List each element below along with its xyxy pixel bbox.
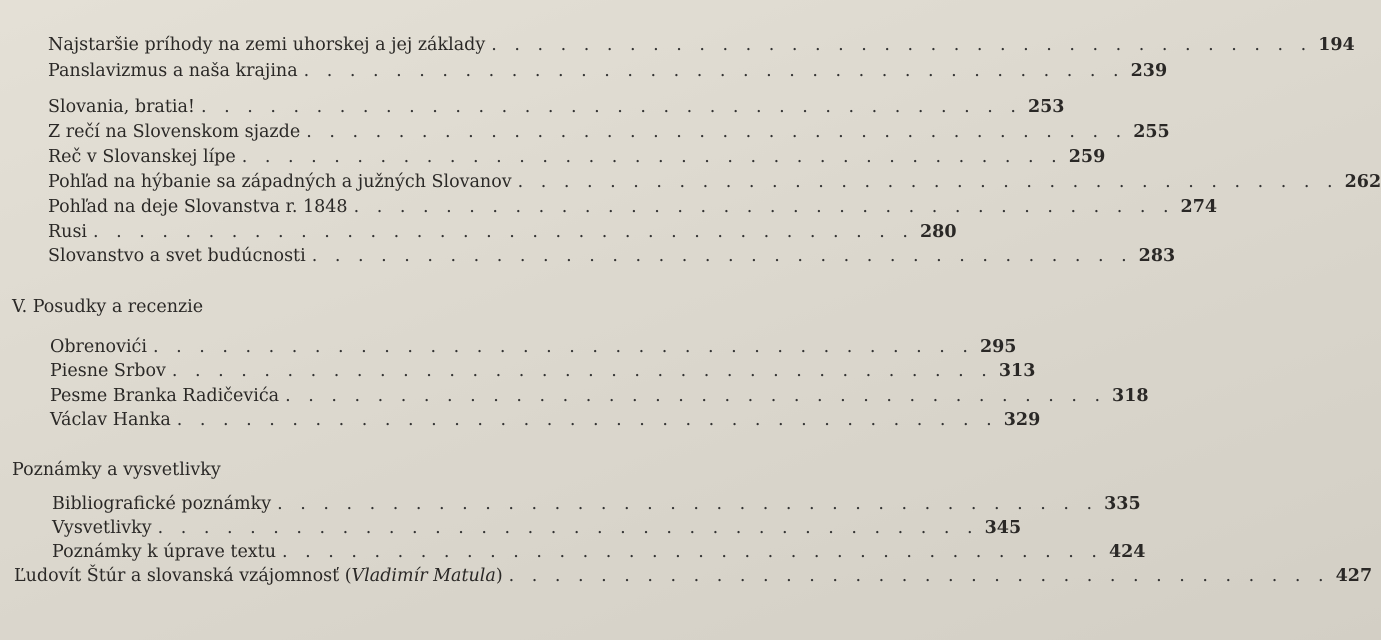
entry-title: Vysvetlivky xyxy=(52,518,152,538)
dot-leader: . . . . . . . . . . . . . . . . . . . . . . . . . . . . . . . . . . . . xyxy=(241,147,1063,167)
entry-page: 427 xyxy=(1335,566,1373,586)
toc-entry xyxy=(50,336,1017,358)
toc-entry xyxy=(48,196,1218,218)
toc-entry-essay xyxy=(14,565,1373,587)
entry-title: Panslavizmus a naša krajina xyxy=(48,61,298,81)
dot-leader: . . . . . . . . . . . . . . . . . . . . . . . . . . . . . . . . . . . . xyxy=(491,35,1313,55)
entry-page: 295 xyxy=(979,337,1017,357)
entry-page: 259 xyxy=(1068,147,1106,167)
toc-entry xyxy=(48,171,1381,193)
entry-author: Vladimír Matula xyxy=(351,566,496,586)
toc-entry xyxy=(52,517,1022,539)
toc-entry xyxy=(52,541,1146,563)
dot-leader: . . . . . . . . . . . . . . . . . . . . . . . . . . . . . . . . . . . . xyxy=(93,222,914,242)
toc-entry xyxy=(48,146,1106,168)
dot-leader: . . . . . . . . . . . . . . . . . . . . . . . . . . . . . . . . . . . . xyxy=(277,494,1099,514)
entry-page: 318 xyxy=(1112,386,1149,406)
entry-title: Rusi xyxy=(48,222,88,242)
entry-page: 194 xyxy=(1318,35,1355,55)
entry-page: 329 xyxy=(1003,410,1041,430)
entry-page: 283 xyxy=(1138,246,1176,266)
dot-leader: . . . . . . . . . . . . . . . . . . . . . . . . . . . . . . . . . . . . xyxy=(508,566,1330,586)
entry-page: 255 xyxy=(1133,122,1170,142)
toc-entry xyxy=(48,245,1176,267)
entry-page: 280 xyxy=(920,222,957,242)
dot-leader: . . . . . . . . . . . . . . . . . . . . . . . . . . . . . . . . . . . . xyxy=(176,410,998,430)
entry-page: 274 xyxy=(1180,197,1218,217)
toc-entry xyxy=(48,34,1355,56)
dot-leader: . . . . . . . . . . . . . . . . . . . . . . . . . . . . . . . . . . . . xyxy=(353,197,1175,217)
entry-title: Pesme Branka Radičevića xyxy=(50,386,280,406)
entry-page: 239 xyxy=(1130,61,1168,81)
entry-title: Reč v Slovanskej lípe xyxy=(48,147,236,167)
toc-entry xyxy=(50,360,1036,382)
entry-page: 253 xyxy=(1027,97,1065,117)
entry-title: Pohľad na hýbanie sa západných a južných Slovanov xyxy=(48,172,512,192)
dot-leader: . . . . . . . . . . . . . . . . . . . . . . . . . . . . . . . . . . . . xyxy=(517,172,1339,192)
dot-leader: . . . . . . . . . . . . . . . . . . . . . . . . . . . . . . . . . . . . xyxy=(303,61,1125,81)
entry-title: Z rečí na Slovenskom sjazde xyxy=(48,122,301,142)
entry-title: Ľudovít Štúr a slovanská vzájomnosť (Vladimír Matula) xyxy=(14,566,503,586)
toc-entry xyxy=(52,493,1141,515)
entry-title: Piesne Srbov xyxy=(50,361,166,381)
entry-title: Obrenovići xyxy=(50,337,147,357)
toc-entry xyxy=(48,221,957,243)
entry-title: Bibliografické poznámky xyxy=(52,494,272,514)
entry-page: 262 xyxy=(1344,172,1381,192)
dot-leader: . . . . . . . . . . . . . . . . . . . . . . . . . . . . . . . . . . . . xyxy=(157,518,979,538)
dot-leader: . . . . . . . . . . . . . . . . . . . . . . . . . . . . . . . . . . . . xyxy=(285,386,1107,406)
toc-entry xyxy=(50,409,1041,431)
entry-title: Najstaršie príhody na zemi uhorskej a jej základy xyxy=(48,35,486,55)
entry-page: 345 xyxy=(984,518,1022,538)
entry-page: 313 xyxy=(998,361,1036,381)
dot-leader: . . . . . . . . . . . . . . . . . . . . . . . . . . . . . . . . . . . . xyxy=(200,97,1022,117)
dot-leader: . . . . . . . . . . . . . . . . . . . . . . . . . . . . . . . . . . . . xyxy=(171,361,993,381)
entry-title: Poznámky k úprave textu xyxy=(52,542,276,562)
entry-title: Slovania, bratia! xyxy=(48,97,195,117)
dot-leader: . . . . . . . . . . . . . . . . . . . . . . . . . . . . . . . . . . . . xyxy=(306,122,1128,142)
entry-page: 424 xyxy=(1108,542,1146,562)
entry-title: Slovanstvo a svet budúcnosti xyxy=(48,246,306,266)
toc-entry xyxy=(48,60,1168,82)
entry-title: Václav Hanka xyxy=(50,410,171,430)
toc-entry xyxy=(50,385,1149,407)
toc-entry xyxy=(48,121,1170,143)
entry-title: Pohľad na deje Slovanstva r. 1848 xyxy=(48,197,348,217)
dot-leader: . . . . . . . . . . . . . . . . . . . . . . . . . . . . . . . . . . . . xyxy=(281,542,1103,562)
section-heading-posudky: V. Posudky a recenzie xyxy=(12,297,204,317)
section-heading-poznamky: Poznámky a vysvetlivky xyxy=(12,460,221,480)
entry-page: 335 xyxy=(1104,494,1141,514)
dot-leader: . . . . . . . . . . . . . . . . . . . . . . . . . . . . . . . . . . . . xyxy=(311,246,1133,266)
dot-leader: . . . . . . . . . . . . . . . . . . . . . . . . . . . . . . . . . . . . xyxy=(152,337,974,357)
toc-entry xyxy=(48,96,1065,118)
